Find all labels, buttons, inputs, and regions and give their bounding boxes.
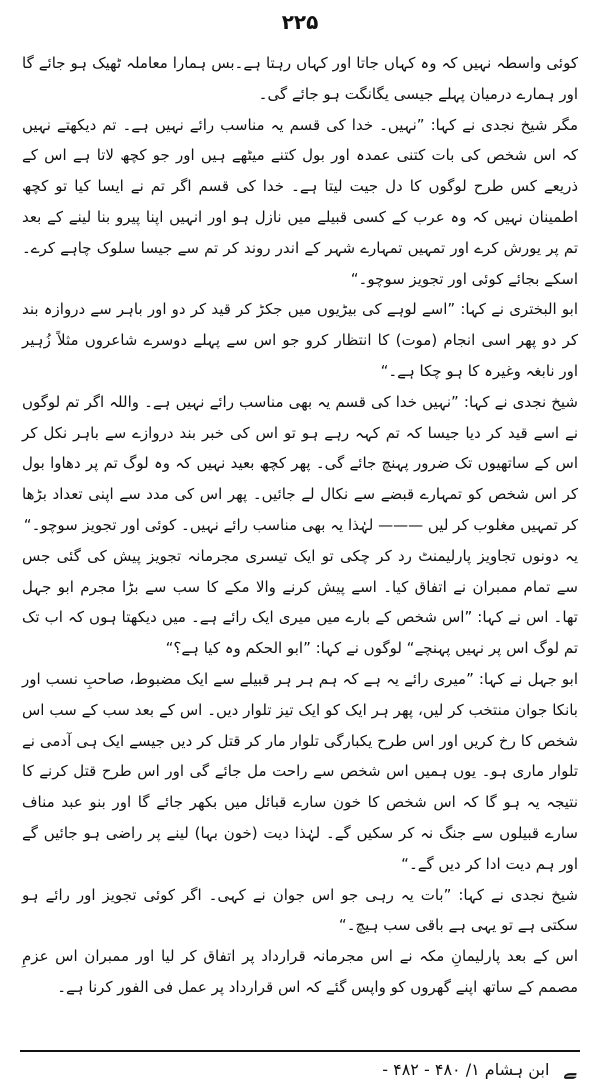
paragraph: شیخ نجدی نے کہا: ”نہیں خدا کی قسم یہ بھی مناسب رائے نہیں ہے۔ واللہ اگر تم لوگوں نے اسے قید کر دیا جیسا کہ تم کہہ رہے ہو تو اس کی خبر بند دروازے سے باہر نکل کر اس کے ساتھیوں تک ضرور پہنچ جائے گی۔ پھر کچھ بعید نہیں کہ وہ لوگ تم پر دھاوا بول کر اس شخص کو تمہارے قبضے سے نکال لے جائیں۔ پھر اس کی مدد سے اپنی تعداد بڑھا کر تمہیں مغلوب کر لیں ——— لہٰذا یہ بھی مناسب رائے نہیں۔ کوئی اور تجویز سوچو۔“ (22, 392, 578, 534)
paragraph: کوئی واسطہ نہیں کہ وہ کہاں جاتا اور کہاں رہتا ہے۔بس ہمارا معاملہ ٹھیک ہو جائے گا اور ہمارے درمیان پہلے جیسی یگانگت ہو جائے گی۔ (22, 54, 578, 103)
footnote-text: ابن ہشام ۱/ ۴۸۰ - ۴۸۲ - (382, 1060, 550, 1079)
footnote-marker: ﮯ (563, 1059, 576, 1080)
paragraph: شیخ نجدی نے کہا: ”بات یہ رہی جو اس جوان نے کہی۔ اگر کوئی تجویز اور رائے ہو سکتی ہے تو یہی ہے باقی سب ہیچ۔“ (22, 885, 578, 935)
footnote-divider (20, 1050, 580, 1052)
page-number: ۲۲۵ (281, 10, 319, 34)
paragraph: یہ دونوں تجاویز پارلیمنٹ رد کر چکی تو ایک تیسری مجرمانہ تجویز پیش کی گئی جس سے تمام ممبران نے اتفاق کیا۔ اسے پیش کرنے والا مکے کا سب سے بڑا مجرم ابو جہل تھا۔ اس نے کہا: ”اس شخص کے بارے میں میری ایک رائے ہے۔ میں دیکھتا ہوں کہ اب تک تم لوگ اس پر نہیں پہنچے“ لوگوں نے کہا: ”ابو الحکم وہ کیا ہے؟“ (22, 546, 578, 658)
paragraph: ابو جہل نے کہا: ”میری رائے یہ ہے کہ ہم ہر ہر قبیلے سے ایک مضبوط، صاحبِ نسب اور بانکا جوان منتخب کر لیں، پھر ہر ایک کو ایک تیز تلوار دیں۔ اس کے بعد سب کے سب اس شخص کا رخ کریں اور اس طرح یکبارگی تلوار مار کر قتل کر دیں جیسے ایک ہی آدمی نے تلوار ماری ہو۔ یوں ہمیں اس شخص سے راحت مل جائے گی اور اس طرح قتل کرنے کا نتیجہ یہ ہو گا کہ اس شخص کا خون سارے قبائل میں بکھر جائے گا اور بنو عبد مناف سارے قبیلوں سے جنگ نہ کر سکیں گے۔ لہٰذا دیت (خون بہا) لینے پر راضی ہو جائیں گے اور ہم دیت ادا کر دیں گے۔“ (22, 669, 578, 873)
paragraph: اس کے بعد پارلیمانِ مکہ نے اس مجرمانہ قرارداد پر اتفاق کر لیا اور ممبران اس عزمِ مصمم کے ساتھ اپنے گھروں کو واپس گئے کہ اس قرارداد پر عمل فی الفور کرنا ہے۔ (22, 947, 578, 996)
body-text (22, 48, 578, 1003)
footnote (382, 1058, 576, 1082)
paragraph: ابو البختری نے کہا: ”اسے لوہے کی بیڑیوں میں جکڑ کر قید کر دو اور باہر سے دروازہ بند کر دو پھر اسی انجام (موت) کا انتظار کرو جو اس سے پہلے دوسرے شاعروں مثلاً زُہیر اور نابغہ وغیرہ کا ہو چکا ہے۔“ (22, 300, 578, 380)
paragraph: مگر شیخ نجدی نے کہا: ”نہیں۔ خدا کی قسم یہ مناسب رائے نہیں ہے۔ تم دیکھتے نہیں کہ اس شخص کی بات کتنی عمدہ اور بول کتنے میٹھے ہیں اور جو کچھ لاتا ہے اس کے ذریعے کس طرح لوگوں کا دل جیت لیتا ہے۔ خدا کی قسم اگر تم نے ایسا کیا تو کچھ اطمینان نہیں کہ وہ عرب کے کسی قبیلے میں نازل ہو اور انہیں اپنا پیرو بنا لینے کے بعد تم پر یورش کرے اور تمہیں تمہارے شہر کے اندر روند کر تم سے جیسا سلوک چاہے کرے۔ اسکے بجائے کوئی اور تجویز سوچو۔“ (22, 115, 578, 288)
